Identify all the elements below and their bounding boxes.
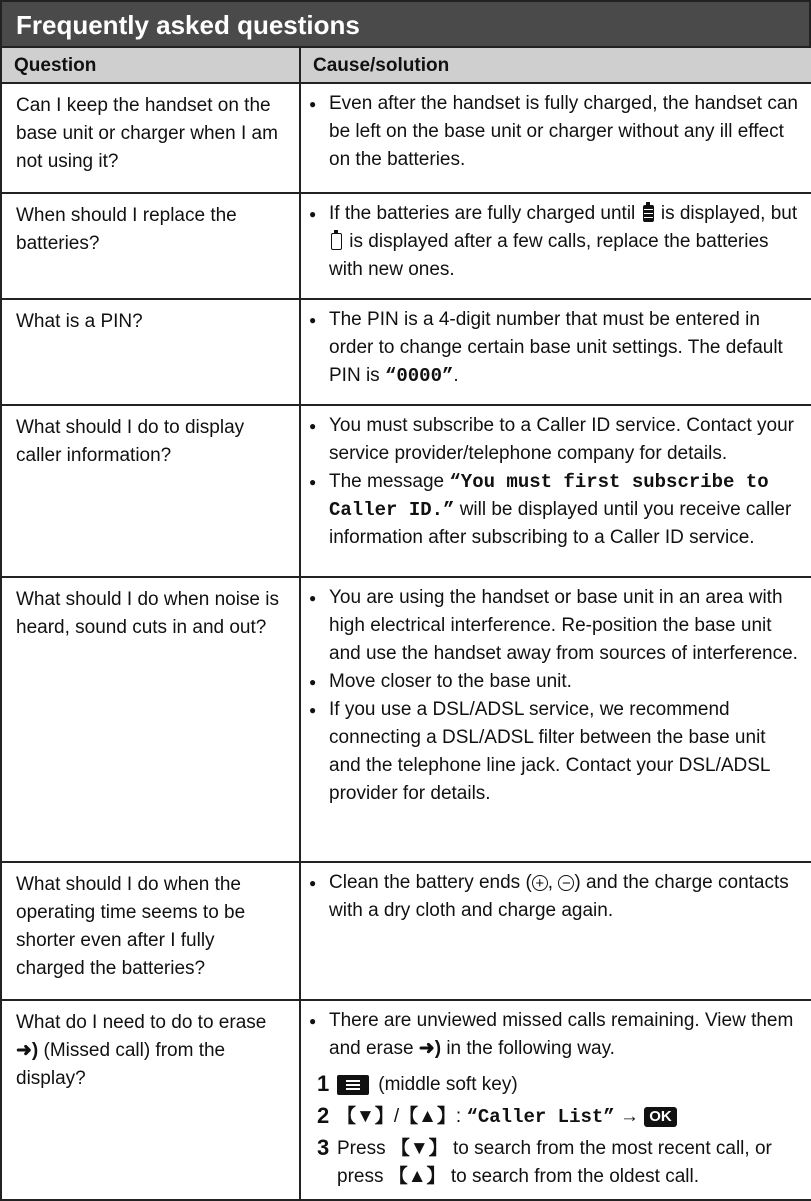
answer-text: will be displayed until you receive caller information after subscribing to a Caller ID service. (329, 499, 792, 548)
answer-cell (300, 83, 811, 193)
table-row (1, 1000, 811, 1200)
table-row (1, 299, 811, 405)
answer-cell (300, 577, 811, 862)
arrow-icon: → (619, 1106, 639, 1127)
answer-text: The message (329, 471, 445, 492)
answer-bullet (309, 200, 801, 284)
answer-bullet: ● If you use a DSL/ADSL service, we recommend connecting a DSL/ADSL filter between the base unit and the telephone line jack. Contact your DSL/ADSL provider for details. (309, 696, 801, 808)
answer-text: There are unviewed missed calls remaining. View them and erase (329, 1010, 794, 1059)
step-number: 3 (317, 1135, 330, 1160)
question-header: Question (1, 47, 300, 83)
menu-name: “Caller List” (466, 1106, 615, 1128)
menu-key-icon (337, 1075, 369, 1095)
answer-text: in the following way. (446, 1038, 615, 1059)
up-key-icon: 【▲】 (399, 1106, 456, 1127)
faq-table (0, 46, 811, 1201)
answer-cell (300, 862, 811, 1000)
step-number: 2 (317, 1103, 330, 1128)
answer-bullet (309, 468, 801, 552)
page-title: Frequently asked questions (0, 0, 811, 46)
question-cell: When should I replace the batteries? (1, 193, 300, 299)
table-row (1, 405, 811, 577)
question-cell: What is a PIN? (1, 299, 300, 405)
header-row (1, 47, 811, 83)
answer-cell (300, 405, 811, 577)
answer-text: ) and the charge contacts with a dry cloth and charge again. (329, 872, 789, 921)
missed-call-icon: ➜) (418, 1038, 442, 1059)
answer-bullet: ● Even after the handset is fully charged, the handset can be left on the base unit or charger without any ill effect on the batteries. (309, 90, 801, 174)
question-cell: Can I keep the handset on the base unit or charger when I am not using it? (1, 83, 300, 193)
battery-full-icon (643, 205, 654, 222)
answer-bullet (309, 869, 801, 925)
display-message: “You must first subscribe to Caller ID.” (329, 471, 769, 521)
question-cell (1, 1000, 300, 1200)
question-cell: What should I do to display caller information? (1, 405, 300, 577)
answer-text: is displayed after a few calls, replace the batteries with new ones. (329, 231, 769, 280)
step-text: : (455, 1106, 462, 1127)
answer-cell (300, 1000, 811, 1200)
missed-call-icon: ➜) (16, 1040, 39, 1061)
step-1 (309, 1071, 801, 1099)
answer-cell (300, 193, 811, 299)
step-number: 1 (317, 1071, 330, 1096)
answer-text: If the batteries are fully charged until (329, 203, 636, 224)
step-text: to search from the most recent call, or press (337, 1138, 772, 1187)
answer-text: . (453, 365, 459, 386)
answer-text: , (547, 872, 554, 893)
answer-text: Clean the battery ends ( (329, 872, 532, 893)
default-pin-code: “0000” (384, 365, 454, 387)
answer-text: is displayed, but (660, 203, 798, 224)
answer-bullet: ● You must subscribe to a Caller ID service. Contact your service provider/telephone company for details. (309, 412, 801, 468)
table-row (1, 193, 811, 299)
down-key-icon: 【▼】 (337, 1106, 394, 1127)
step-3 (309, 1135, 801, 1191)
battery-empty-icon (331, 233, 342, 250)
minus-terminal-icon: − (558, 875, 574, 891)
answer-bullet: ● You are using the handset or base unit in an area with high electrical interference. Re-position the base unit and use the handset away from sources of interference. (309, 584, 801, 668)
question-text: (Missed call) from the display? (16, 1040, 226, 1089)
step-text: Press (337, 1138, 386, 1159)
step-text: to search from the oldest call. (450, 1166, 700, 1187)
answer-cell (300, 299, 811, 405)
table-row (1, 83, 811, 193)
answer-header: Cause/solution (300, 47, 811, 83)
question-cell: What should I do when the operating time seems to be shorter even after I fully charged the batteries? (1, 862, 300, 1000)
step-text: (middle soft key) (378, 1074, 518, 1095)
answer-bullet: ● Move closer to the base unit. (309, 668, 801, 696)
plus-terminal-icon: + (532, 875, 548, 891)
answer-text: The PIN is a 4-digit number that must be entered in order to change certain base unit settings. The default PIN is (329, 309, 783, 386)
step-2 (309, 1103, 801, 1131)
question-text: What do I need to do to erase (16, 1012, 267, 1033)
table-row (1, 862, 811, 1000)
up-key-icon: 【▲】 (388, 1166, 446, 1187)
answer-bullet (309, 1007, 801, 1063)
ok-key-icon: OK (644, 1107, 677, 1127)
step-text: / (393, 1106, 400, 1127)
question-cell: What should I do when noise is heard, sound cuts in and out? (1, 577, 300, 862)
down-key-icon: 【▼】 (390, 1138, 448, 1159)
table-row (1, 577, 811, 862)
answer-bullet (309, 306, 801, 390)
